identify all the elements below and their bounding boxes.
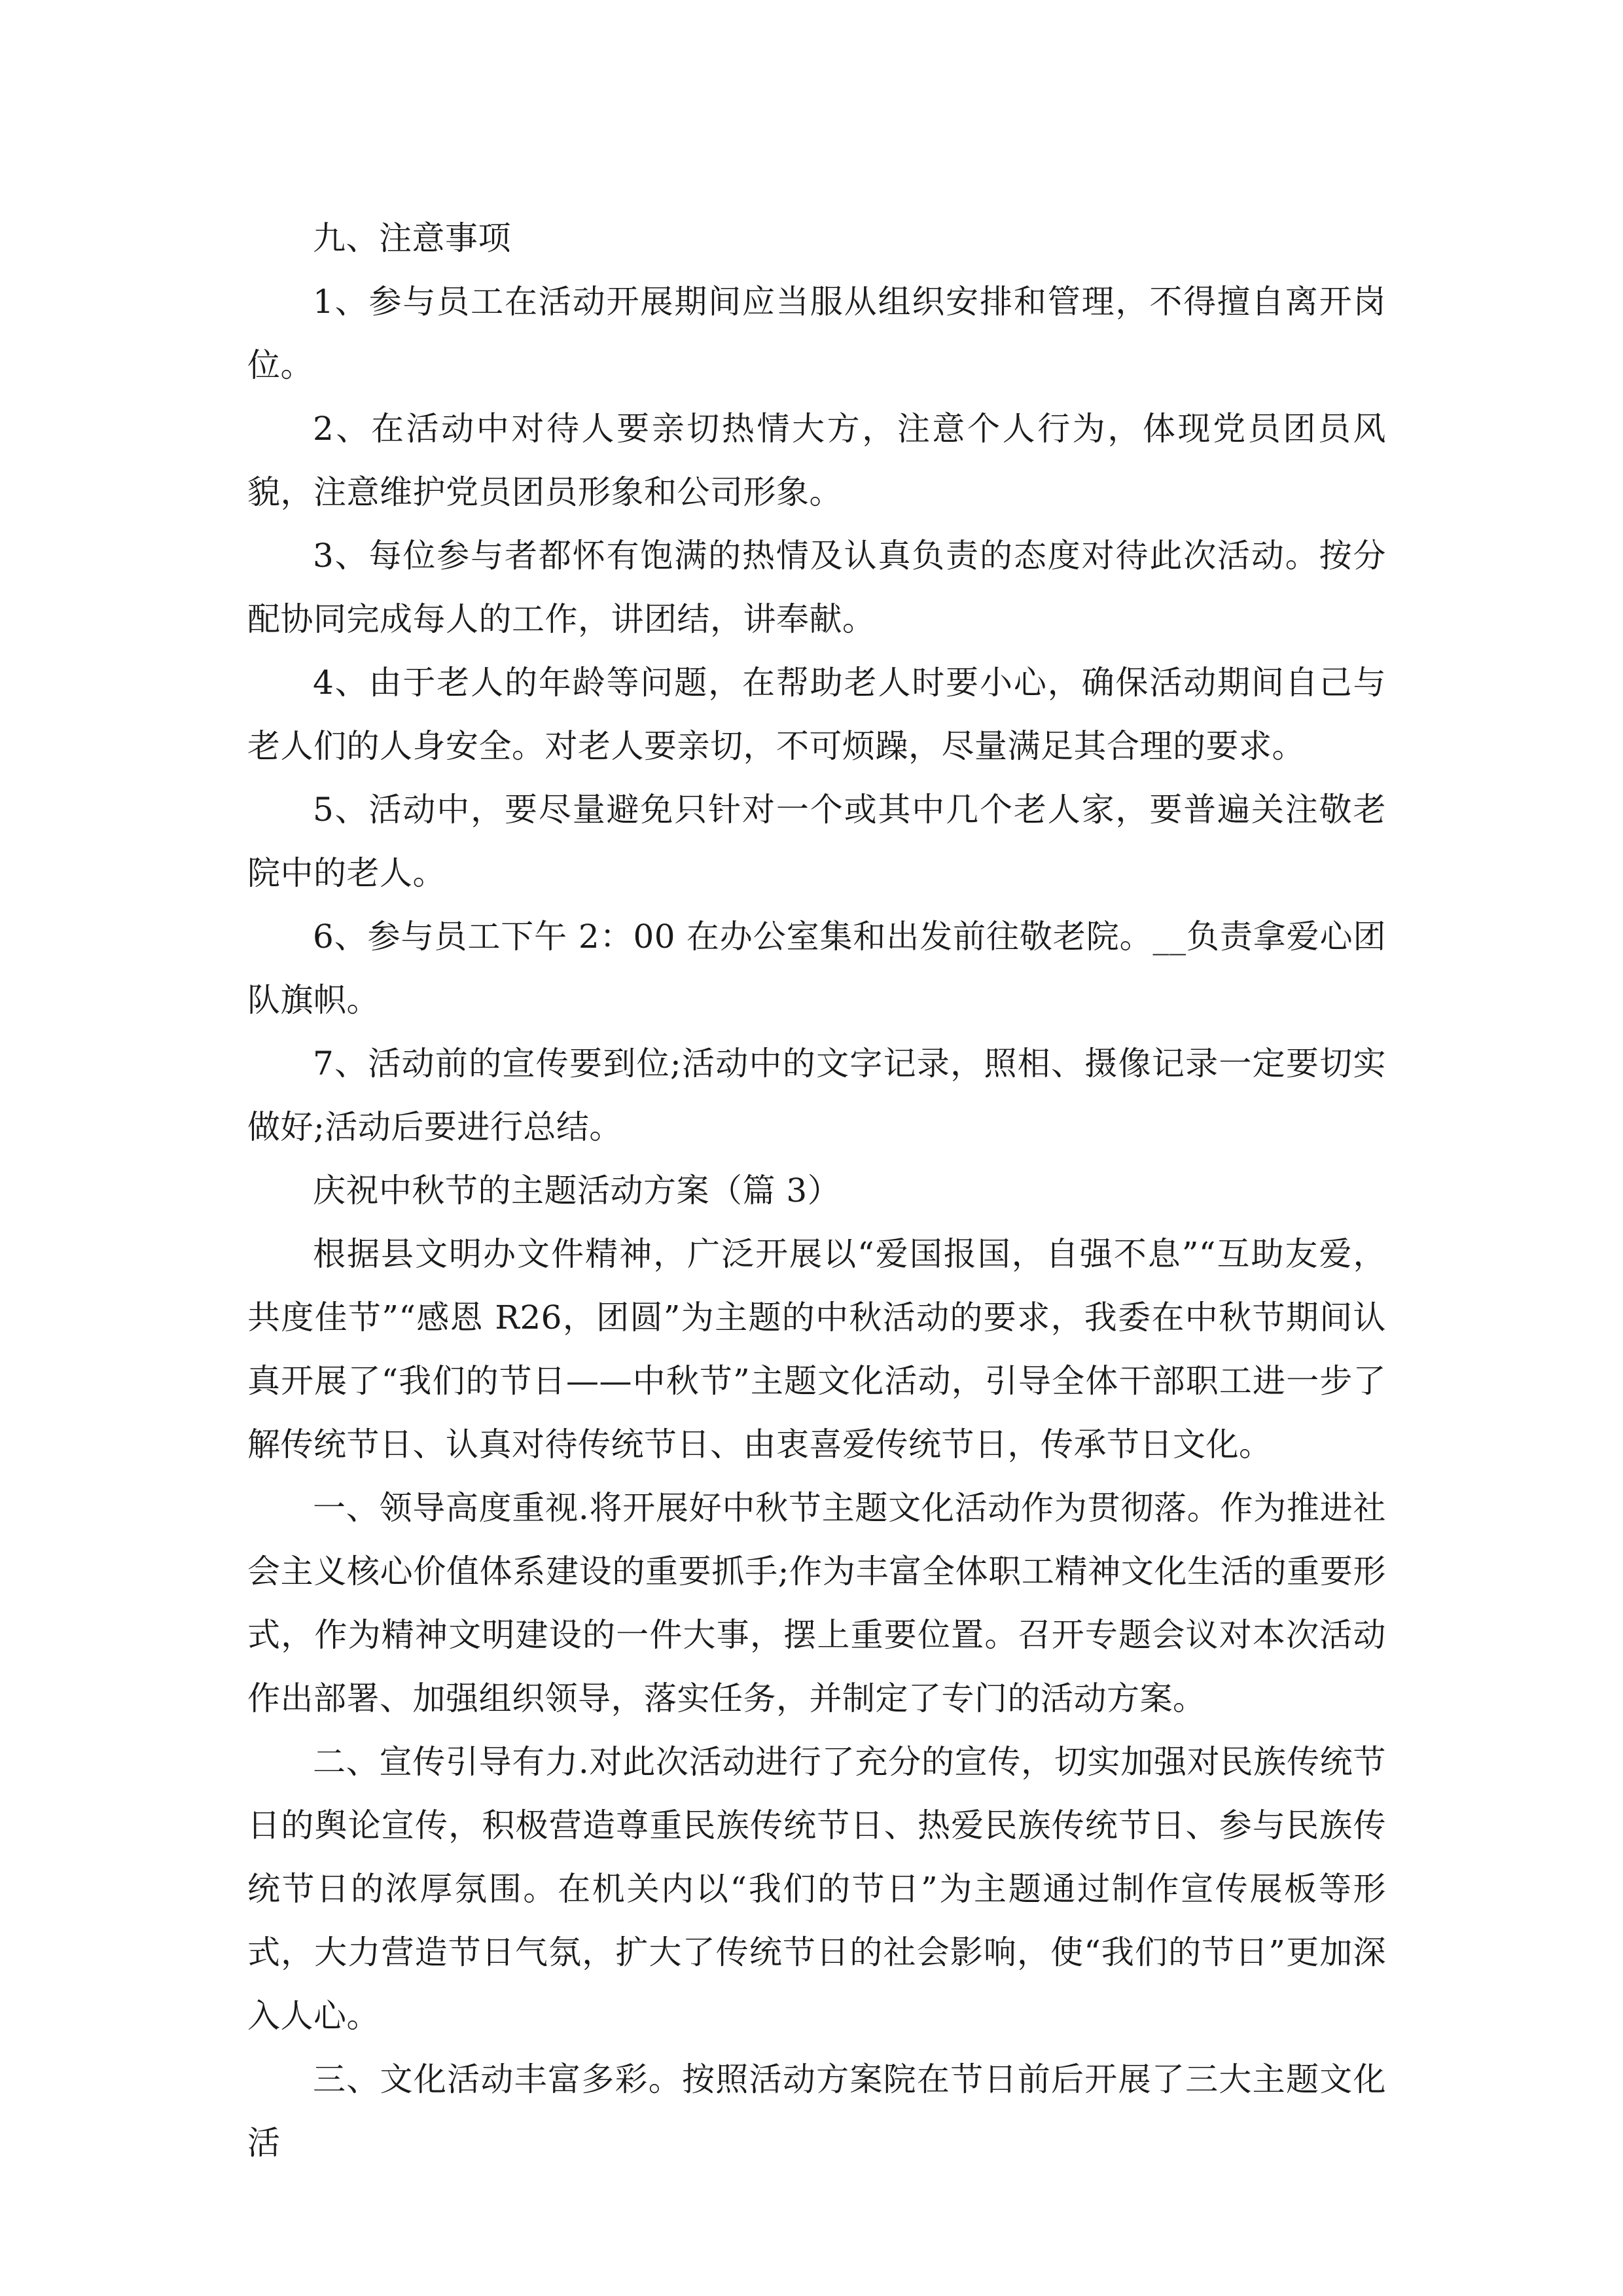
paragraph: 一、领导高度重视.将开展好中秋节主题文化活动作为贯彻落。作为推进社会主义核心价值体系建设的重要抓手;作为丰富全体职工精神文化生活的重要形式，作为精神文明建设的一件大事，摆上重要位置。召开专题会议对本次活动作出部署、加强组织领导，落实任务，并制定了专门的活动方案。 [247,1489,1386,1717]
section-title-plan-3: 庆祝中秋节的主题活动方案（篇 3） [313,1172,841,1210]
paragraph: 2、在活动中对待人要亲切热情大方，注意个人行为，体现党员团员风貌，注意维护党员团员形象和公司形象。 [247,410,1386,511]
paragraph: 3、每位参与者都怀有饱满的热情及认真负责的态度对待此次活动。按分配协同完成每人的工作，讲团结，讲奉献。 [247,537,1386,638]
paragraph: 5、活动中，要尽量避免只针对一个或其中几个老人家，要普遍关注敬老院中的老人。 [247,791,1386,892]
paragraph: 7、活动前的宣传要到位;活动中的文字记录，照相、摄像记录一定要切实做好;活动后要进行总结。 [247,1045,1386,1146]
paragraph: 根据县文明办文件精神，广泛开展以“爱国报国，自强不息”“互助友爱，共度佳节”“感恩 R26，团圆”为主题的中秋活动的要求，我委在中秋节期间认真开展了“我们的节日——中秋节”主题文化活动，引导全体干部职工进一步了解传统节日、认真对待传统节日、由衷喜爱传统节日，传承节日文化。 [247,1235,1386,1463]
paragraph: 二、宣传引导有力.对此次活动进行了充分的宣传，切实加强对民族传统节日的舆论宣传，积极营造尊重民族传统节日、热爱民族传统节日、参与民族传统节日的浓厚氛围。在机关内以“我们的节日”为主题通过制作宣传展板等形式，大力营造节日气氛，扩大了传统节日的社会影响，使“我们的节日”更加深入人心。 [247,1743,1386,2035]
section-heading-notes: 九、注意事项 [313,219,511,257]
paragraph: 1、参与员工在活动开展期间应当服从组织安排和管理，不得擅自离开岗位。 [247,283,1386,384]
paragraph: 4、由于老人的年龄等问题，在帮助老人时要小心，确保活动期间自己与老人们的人身安全。对老人要亲切，不可烦躁，尽量满足其合理的要求。 [247,664,1386,765]
document-body [247,207,1386,2175]
paragraph: 三、文化活动丰富多彩。按照活动方案院在节日前后开展了三大主题文化活 [247,2060,1386,2162]
paragraph: 6、参与员工下午 2：00 在办公室集和出发前往敬老院。__负责拿爱心团队旗帜。 [247,918,1386,1019]
